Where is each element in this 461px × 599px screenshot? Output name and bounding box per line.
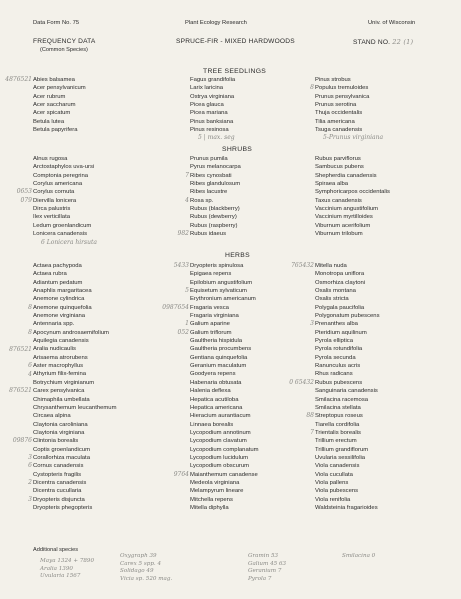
- handwritten-mark: 2: [28, 479, 32, 487]
- handwritten-mark: 09876: [12, 437, 32, 445]
- species-herbs-2-14: Habenaria obtusata: [190, 379, 242, 386]
- species-shrubs-2-2: Ribes cynosbati: [190, 172, 232, 179]
- footer-note: Gramin 53: [248, 553, 279, 559]
- species-herbs-3-10: Pyrola rotundifolia: [315, 346, 363, 353]
- tree-list-3: [310, 76, 384, 142]
- species-herbs-2-0: Dryopteris spinulosa: [190, 263, 244, 269]
- species-herbs-1-26: Dicentra canadensis: [33, 479, 87, 486]
- handwritten-mark: 5-Prunus virginiana: [323, 134, 384, 142]
- handwritten-mark: 876521: [9, 345, 32, 353]
- species-herbs-3-20: Trientalis borealis: [315, 429, 361, 436]
- species-herbs-3-22: Trillium grandiflorum: [315, 446, 369, 453]
- handwritten-mark: 6: [28, 462, 32, 470]
- species-herbs-3-18: Streptopus roseus: [315, 413, 363, 420]
- species-shrubs-1-8: Ledum groenlandicum: [33, 222, 92, 229]
- species-herbs-2-4: Erythronium americanum: [190, 296, 256, 303]
- species-trees-1-5: Betula lutea: [33, 118, 65, 125]
- species-herbs-1-25: Cystopteris fragilis: [33, 471, 82, 478]
- handwritten-mark: 3: [310, 320, 314, 328]
- species-herbs-2-25: Maianthemum canadense: [190, 471, 258, 478]
- handwritten-mark: 6: [28, 362, 32, 370]
- species-herbs-2-3: Equisetum sylvaticum: [190, 288, 247, 295]
- species-shrubs-2-9: Rubus idaeus: [190, 231, 227, 238]
- species-trees-1-2: Acer rubrum: [33, 93, 66, 100]
- species-herbs-1-9: Aquilegia canadensis: [33, 338, 89, 345]
- species-herbs-3-23: Uvularia sessilifolia: [315, 454, 366, 461]
- species-herbs-1-19: Claytonia caroliniana: [33, 421, 88, 428]
- species-herbs-1-29: Dryopteris phegopteris: [33, 504, 93, 511]
- species-shrubs-2-4: Ribes lacustre: [190, 189, 228, 196]
- species-herbs-3-26: Viola pallens: [315, 479, 349, 486]
- species-herbs-1-4: Anemone cylindrica: [33, 296, 85, 303]
- species-trees-3-0: Pinus strobus: [315, 77, 351, 83]
- species-herbs-3-16: Smilacina racemosa: [315, 396, 369, 403]
- species-herbs-3-17: Smilacina stellata: [315, 404, 361, 411]
- species-shrubs-1-2: Comptonia peregrina: [33, 172, 89, 179]
- species-shrubs-2-6: Rubus (blackberry): [190, 206, 240, 213]
- species-herbs-1-11: Arisaema atrorubens: [33, 354, 88, 361]
- handwritten-mark: 8: [310, 84, 314, 92]
- handwritten-mark: 079: [20, 196, 32, 204]
- species-shrubs-1-7: Ilex verticillata: [33, 214, 70, 221]
- species-shrubs-1-4: Corylus cornuta: [33, 189, 75, 196]
- species-herbs-1-23: Corallorhiza maculata: [33, 454, 90, 461]
- handwritten-mark: 0987654: [162, 303, 189, 311]
- species-herbs-3-5: Polygala paucifolia: [315, 304, 365, 311]
- additional-species-label: Additional species: [33, 547, 79, 553]
- species-herbs-2-9: Gaultheria hispidula: [190, 338, 243, 345]
- species-shrubs-3-6: Vaccinium angustifolium: [315, 206, 379, 213]
- species-shrubs-3-3: Spiraea alba: [315, 181, 349, 188]
- handwritten-mark: 8: [28, 328, 32, 336]
- footer-note: Galium 45 63: [248, 560, 287, 567]
- species-herbs-1-28: Dryopteris disjuncta: [33, 496, 85, 503]
- species-herbs-3-9: Pyrola elliptica: [315, 338, 353, 345]
- handwritten-mark: 0 65432: [289, 378, 314, 386]
- center-title: SPRUCE-FIR - MIXED HARDWOODS: [176, 38, 295, 45]
- species-herbs-3-25: Viola cucullata: [315, 471, 353, 478]
- species-herbs-3-24: Viola canadensis: [315, 463, 360, 470]
- handwritten-mark: 5 | max. seg: [198, 134, 235, 142]
- footer-note: Aralia 1390: [40, 565, 73, 572]
- species-herbs-2-23: Lycopodium lucidulum: [190, 454, 249, 461]
- species-herbs-1-22: Coptis groenlandicum: [33, 446, 90, 453]
- species-herbs-2-29: Mitella diphylla: [190, 504, 229, 511]
- species-herbs-3-29: Waldsteinia fragarioides: [315, 504, 378, 511]
- species-herbs-1-17: Chrysanthemum leucanthemum: [33, 404, 117, 411]
- species-shrubs-3-1: Sambucus pubens: [315, 164, 364, 171]
- footer-note-group-2: [120, 553, 172, 583]
- species-herbs-2-20: Lycopodium annotinum: [190, 429, 251, 436]
- species-herbs-3-14: Rubus pubescens: [315, 379, 363, 386]
- handwritten-mark: 5433: [173, 262, 189, 269]
- species-herbs-1-20: Claytonia virginiana: [33, 429, 85, 436]
- species-herbs-1-27: Dicentra cucullaria: [33, 488, 82, 495]
- species-herbs-1-6: Anemone virginiana: [33, 313, 86, 320]
- species-herbs-3-13: Rhus radicans: [315, 371, 353, 378]
- species-trees-1-4: Acer spicatum: [33, 110, 71, 117]
- species-herbs-2-6: Fragaria virginiana: [190, 313, 239, 320]
- footer-note: Uvularia 1567: [40, 573, 81, 580]
- species-herbs-3-12: Ranunculus acris: [315, 363, 361, 370]
- herb-list-2: [162, 262, 259, 512]
- shrub-list-2: [177, 155, 241, 238]
- footer-note: Pyrola 7: [248, 575, 272, 582]
- species-herbs-1-7: Antennaria spp.: [33, 321, 75, 328]
- left-title: FREQUENCY DATA: [33, 38, 96, 45]
- species-trees-2-4: Picea mariana: [190, 110, 228, 117]
- species-shrubs-3-4: Symphoricarpos occidentalis: [315, 189, 390, 196]
- left-subtitle: (Common Species): [40, 47, 88, 53]
- shrub-list-1: [16, 155, 97, 246]
- footer-note: Maya 1324 + 7890: [40, 558, 95, 564]
- herb-list-1: [9, 262, 117, 512]
- species-shrubs-3-7: Vaccinium myrtilloides: [315, 214, 373, 221]
- species-trees-3-2: Prunus pensylvanica: [315, 93, 370, 100]
- species-trees-3-1: Populus tremuloides: [315, 85, 369, 92]
- species-herbs-2-1: Epigaea repens: [190, 271, 232, 278]
- species-herbs-3-28: Viola renifolia: [315, 496, 351, 503]
- species-herbs-3-8: Pteridium aquilinum: [315, 329, 367, 336]
- species-herbs-2-7: Galium aparine: [190, 321, 230, 328]
- handwritten-mark: 4: [28, 370, 32, 378]
- species-herbs-1-8: Apocynum androsaemifolium: [33, 329, 109, 336]
- species-trees-1-1: Acer pensylvanicum: [33, 85, 86, 92]
- footer-note: Vicia sp. 520 mag.: [120, 575, 173, 582]
- species-herbs-3-1: Monotropa uniflora: [315, 271, 365, 278]
- species-herbs-2-2: Epilobium angustifolium: [190, 279, 253, 286]
- species-herbs-1-13: Athyrium filix-femina: [33, 371, 87, 378]
- species-trees-3-3: Prunus serotina: [315, 102, 357, 109]
- handwritten-mark: 982: [177, 230, 189, 238]
- species-herbs-2-15: Halenia deflexa: [190, 388, 231, 395]
- form-number: Data Form No. 75: [33, 20, 80, 26]
- handwritten-mark: 876521: [9, 387, 32, 395]
- species-herbs-2-19: Linnaea borealis: [190, 421, 234, 428]
- university: Univ. of Wisconsin: [368, 20, 416, 26]
- species-shrubs-2-3: Ribes glandulosum: [190, 181, 241, 188]
- species-shrubs-3-9: Viburnum trilobum: [315, 231, 363, 238]
- species-herbs-1-0: Actaea pachypoda: [33, 263, 82, 269]
- species-herbs-2-28: Mitchella repens: [190, 496, 233, 503]
- species-herbs-1-1: Actaea rubra: [33, 271, 67, 278]
- species-herbs-1-5: Anemone quinquefolia: [33, 304, 92, 311]
- species-herbs-3-3: Oxalis montana: [315, 288, 356, 295]
- species-herbs-2-18: Hieracium aurantiacum: [190, 413, 251, 420]
- handwritten-mark: 88: [306, 412, 314, 420]
- herb-list-3: [289, 262, 380, 512]
- species-shrubs-2-1: Pyrus melanocarpa: [190, 164, 241, 171]
- organization: Plant Ecology Research: [185, 20, 247, 26]
- handwritten-mark: 9764: [173, 470, 189, 478]
- species-trees-3-4: Thuja occidentalis: [315, 110, 363, 117]
- species-herbs-2-13: Goodyera repens: [190, 371, 236, 378]
- handwritten-mark: 7: [310, 429, 314, 436]
- footer-note: Carex 5 spp. 4: [120, 560, 162, 567]
- species-trees-3-5: Tilia americana: [315, 118, 355, 125]
- tree-seedlings-heading: TREE SEEDLINGS: [203, 68, 267, 75]
- species-trees-2-5: Pinus banksiana: [190, 118, 234, 125]
- tree-list-2: [190, 76, 236, 142]
- handwritten-mark: 765432: [291, 262, 314, 269]
- species-shrubs-3-5: Taxus canadensis: [315, 197, 362, 204]
- species-shrubs-3-0: Rubus parviflorus: [315, 156, 361, 162]
- species-herbs-2-21: Lycopodium clavatum: [190, 438, 247, 445]
- species-herbs-1-3: Anaphlis margaritacea: [33, 288, 92, 295]
- footer-note: Smilacina 0: [342, 553, 376, 559]
- species-herbs-3-4: Oxalis stricta: [315, 296, 349, 303]
- handwritten-mark: 052: [177, 328, 189, 336]
- species-herbs-3-6: Polygonatum pubescens: [315, 313, 380, 320]
- species-herbs-3-7: Prenanthes alba: [315, 321, 358, 328]
- species-herbs-2-24: Lycopodium obscurum: [190, 463, 250, 470]
- species-herbs-3-11: Pyrola secunda: [315, 354, 356, 361]
- handwritten-mark: 3: [28, 495, 32, 503]
- species-trees-2-6: Pinus resinosa: [190, 127, 229, 134]
- species-herbs-1-10: Aralia nudicaulis: [33, 346, 76, 353]
- footer-note-group-1: [40, 558, 94, 581]
- species-herbs-1-12: Aster macrophyllus: [33, 363, 84, 370]
- species-herbs-2-10: Gaultheria procumbens: [190, 346, 252, 353]
- species-trees-1-3: Acer saccharum: [33, 102, 76, 109]
- species-herbs-3-19: Tiarella cordifolia: [315, 421, 360, 428]
- species-herbs-2-16: Hepatica acutiloba: [190, 396, 239, 403]
- species-shrubs-1-1: Arctostaphylos uva-ursi: [33, 164, 95, 171]
- species-shrubs-2-5: Rosa sp.: [190, 197, 214, 204]
- handwritten-mark: 4: [185, 196, 189, 204]
- species-trees-2-0: Fagus grandifolia: [190, 77, 236, 83]
- species-herbs-1-24: Cornus canadensis: [33, 463, 84, 470]
- species-herbs-3-0: Mitella nuda: [315, 263, 347, 269]
- footer-note-group-3: [248, 553, 286, 583]
- footer-note-group-4: [342, 553, 375, 561]
- handwritten-mark: 3: [28, 454, 32, 462]
- species-shrubs-1-0: Alnus rugosa: [33, 156, 68, 162]
- stand-number-label: STAND NO. 22 (1): [353, 38, 414, 46]
- species-herbs-3-21: Trillium erectum: [315, 438, 357, 445]
- species-herbs-2-5: Fragaria vesca: [190, 304, 229, 311]
- species-shrubs-3-8: Viburnum acerifolium: [315, 222, 371, 229]
- stand-number-value: 22 (1): [392, 38, 414, 46]
- shrubs-heading: SHRUBS: [222, 146, 253, 153]
- herbs-heading: HERBS: [225, 252, 250, 259]
- species-shrubs-1-9: Lonicera canadensis: [33, 231, 88, 238]
- species-herbs-1-2: Adiantum pedatum: [33, 279, 83, 286]
- species-herbs-3-2: Osmorhiza claytoni: [315, 279, 366, 286]
- shrub-list-3: [315, 155, 390, 238]
- handwritten-mark: 6 Lonicera hirsuta: [41, 238, 97, 246]
- species-trees-1-6: Betula papyrifera: [33, 127, 78, 134]
- species-shrubs-1-6: Dirca palustris: [33, 206, 71, 213]
- species-shrubs-2-0: Prunus pumila: [190, 156, 228, 162]
- species-herbs-1-21: Clintonia borealis: [33, 438, 79, 445]
- footer-note: Oxygraph 39: [120, 553, 157, 559]
- footer-note: Geranium 7: [248, 568, 282, 575]
- footer-note: Solidago 49: [120, 568, 154, 575]
- species-herbs-2-26: Medeola virginiana: [190, 479, 240, 486]
- species-shrubs-2-8: Rubus (raspberry): [190, 222, 238, 229]
- species-shrubs-3-2: Shepherdia canadensis: [315, 172, 377, 179]
- species-shrubs-1-5: Diervilla lonicera: [33, 197, 77, 204]
- handwritten-mark: 5: [185, 287, 189, 295]
- species-herbs-3-27: Viola pubescens: [315, 488, 359, 495]
- species-trees-2-2: Ostrya virginiana: [190, 93, 235, 100]
- species-herbs-2-22: Lycopodium complanatum: [190, 446, 259, 453]
- species-trees-2-3: Picea glauca: [190, 102, 224, 109]
- species-herbs-1-15: Carex pensylvanica: [33, 388, 85, 395]
- handwritten-mark: 8: [28, 303, 32, 311]
- species-herbs-2-11: Gentiana quinquefolia: [190, 354, 248, 361]
- species-shrubs-2-7: Rubus (dewberry): [190, 214, 237, 221]
- species-trees-1-0: Abies balsamea: [33, 77, 75, 83]
- species-herbs-3-15: Sanguinaria canadensis: [315, 388, 378, 395]
- handwritten-mark: 7: [185, 171, 189, 179]
- species-herbs-2-27: Melampyrum lineare: [190, 488, 244, 495]
- species-herbs-1-18: Circaea alpina: [33, 413, 71, 420]
- species-herbs-1-16: Chimaphila umbellata: [33, 396, 90, 403]
- species-shrubs-1-3: Corylus americana: [33, 181, 83, 188]
- species-trees-2-1: Larix laricina: [190, 85, 224, 92]
- species-trees-3-6: Tsuga canadensis: [315, 127, 363, 134]
- species-herbs-2-8: Galium triflorum: [190, 329, 232, 336]
- handwritten-mark: 0653: [16, 188, 32, 196]
- species-herbs-2-17: Hepatica americana: [190, 404, 243, 411]
- handwritten-mark: 4876521: [5, 76, 32, 83]
- species-herbs-1-14: Botrychium virginianum: [33, 379, 95, 386]
- tree-list-1: [5, 76, 86, 134]
- species-herbs-2-12: Geranium maculatum: [190, 363, 247, 370]
- handwritten-mark: 1: [185, 320, 189, 328]
